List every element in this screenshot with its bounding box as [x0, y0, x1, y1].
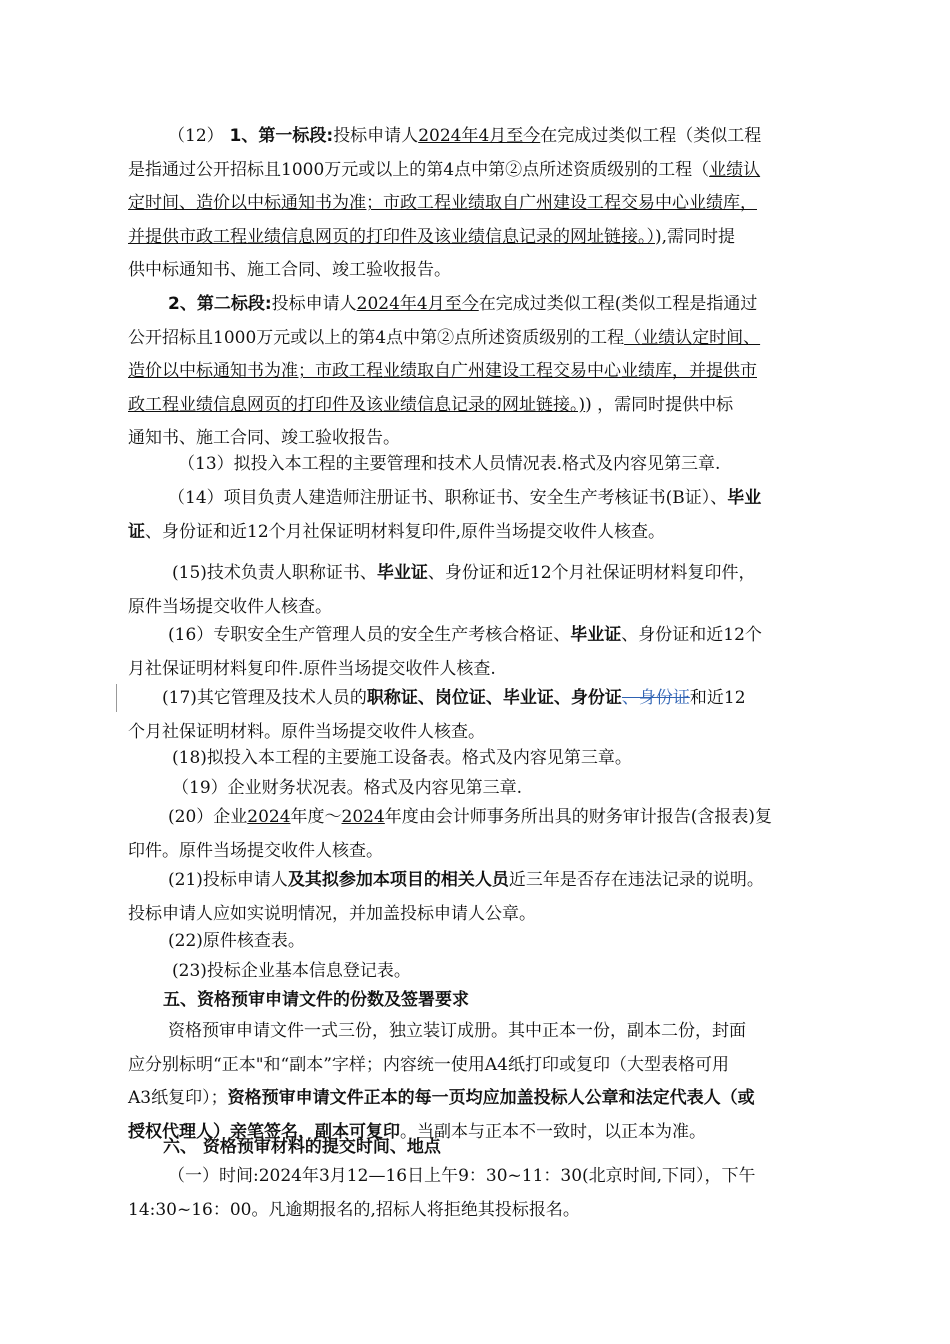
text-run: 、身份证和近12个月社保证明材料复印件，	[427, 563, 756, 583]
paragraph-23	[128, 955, 840, 989]
bold-text: 毕业证	[570, 625, 622, 645]
text-run: 年度由会计师事务所出具的财务审计报告(含报表)复	[384, 807, 773, 827]
text-run: (22)原件核查表。	[168, 931, 305, 951]
text-run: 投标申请人	[271, 294, 357, 314]
text-run: 印件。原件当场提交收件人核查。	[128, 840, 383, 861]
paragraph-16	[128, 619, 840, 686]
text-run: (23)投标企业基本信息登记表。	[172, 961, 411, 981]
item-number: （12）	[168, 126, 224, 146]
text-run: 公开招标且1000万元或以上的第4点中第②点所述资质级别的工程	[128, 327, 625, 348]
text-run: 个月社保证明材料。原件当场提交收件人核查。	[128, 721, 485, 742]
section-6-body	[128, 1160, 840, 1227]
bold-text: 毕业证	[376, 563, 428, 583]
paragraph-section-2	[128, 288, 840, 456]
paragraph-15	[128, 557, 840, 624]
paragraph-14	[128, 482, 840, 549]
text-run: 。当副本与正本不一致时，以正本为准。	[400, 1121, 706, 1142]
underlined-text: 定时间、造价以中标通知书为准；市政工程业绩取自广州建设工程交易中心业绩库，	[128, 193, 757, 214]
bold-text: 职称证、岗位证、毕业证、身份证	[366, 688, 622, 708]
text-run: A3纸复印）；	[128, 1088, 228, 1109]
text-run: 在完成过类似工程(类似工程是指通过	[478, 294, 758, 314]
text-run: (21)投标申请人	[168, 870, 288, 890]
text-run: （13）拟投入本工程的主要管理和技术人员情况表.格式及内容见第三章.	[178, 454, 721, 474]
paragraph-21	[128, 864, 840, 931]
text-run: （一）时间:2024年3月12—16日上午9：30~11：30(北京时间,下同），下午	[168, 1166, 756, 1186]
text-run: 是指通过公开招标且1000万元或以上的第4点中第②点所述资质级别的工程（	[128, 159, 710, 180]
text-run: (20）企业	[168, 807, 248, 827]
heading-section-6: 六、 资格预审材料的提交时间、地点	[163, 1137, 441, 1157]
section-label-2: 2、第二标段:	[168, 294, 272, 314]
underlined-text: 并提供市政工程业绩信息网页的打印件及该业绩信息记录的网址链接。）	[128, 226, 655, 247]
text-run: 供中标通知书、施工合同、竣工验收报告。	[128, 260, 451, 281]
text-run: (18)拟投入本工程的主要施工设备表。格式及内容见第三章。	[172, 748, 632, 768]
date-range: 2024年4月至今	[418, 126, 541, 146]
text-run: 投标申请人应如实说明情况，并加盖投标申请人公章。	[128, 903, 536, 924]
text-run: 投标申请人	[333, 126, 419, 146]
year-start: 2024	[247, 807, 291, 827]
text-run: 应分别标明“正本"和“副本”字样；内容统一使用A4纸打印或复印（大型表格可用	[128, 1054, 729, 1075]
paragraph-13	[128, 448, 840, 482]
text-run: (15)技术负责人职称证书、	[172, 563, 377, 583]
paragraph-12	[128, 120, 840, 288]
text-run: 月社保证明材料复印件.原件当场提交收件人核查.	[128, 658, 496, 679]
text-run: 、身份证和近12个月社保证明材料复印件,原件当场提交收件人核查。	[145, 521, 666, 542]
bold-text: 毕业	[727, 488, 762, 508]
bold-text: 证	[128, 521, 145, 542]
text-run: 原件当场提交收件人核查。	[128, 596, 332, 617]
underlined-text: 业绩认	[709, 159, 761, 180]
text-run: （19）企业财务状况表。格式及内容见第三章.	[172, 778, 523, 798]
text-run: 通知书、施工合同、竣工验收报告。	[128, 428, 400, 449]
date-range: 2024年4月至今	[356, 294, 479, 314]
underlined-text: 政工程业绩信息网页的打印件及该业绩信息记录的网址链接。)	[128, 394, 586, 415]
revision-bar	[116, 684, 117, 712]
underlined-text: 造价以中标通知书为准；市政工程业绩取自广州建设工程交易中心业绩库，并提供市	[128, 361, 757, 382]
underlined-text: （业绩认定时间、	[624, 327, 761, 348]
paragraph-17	[128, 682, 840, 749]
text-run: 资格预审申请文件一式三份，独立装订成册。其中正本一份，副本二份，封面	[168, 1021, 746, 1041]
heading-section-5: 五、资格预审申请文件的份数及签署要求	[163, 990, 469, 1010]
text-run: 和近12	[689, 688, 746, 708]
bold-text: 授权代理人）亲笔签名，副本可复印	[128, 1121, 400, 1142]
section-5-body	[128, 1015, 840, 1149]
paragraph-22	[128, 925, 840, 959]
text-run: 近三年是否存在违法记录的说明。	[508, 870, 764, 890]
text-run: （14）项目负责人建造师注册证书、职称证书、安全生产考核证书(B证）、	[168, 488, 728, 508]
paragraph-20	[128, 801, 840, 868]
text-run: 14:30~16：00。凡逾期报名的,招标人将拒绝其投标报名。	[128, 1199, 580, 1220]
deleted-text: 、身份证	[621, 688, 690, 708]
bold-text: 及其拟参加本项目的相关人员	[287, 870, 509, 890]
text-run: 年度～	[290, 807, 342, 827]
section-label-1: 1、第一标段:	[223, 126, 334, 146]
paragraph-18	[128, 742, 840, 776]
text-run: ) ，需同时提供中标	[585, 394, 734, 415]
bold-text: 资格预审申请文件正本的每一页均应加盖投标人公章和法定代表人（或	[227, 1088, 755, 1109]
text-run: 在完成过类似工程（类似工程	[540, 126, 762, 146]
text-run: ),需同时提	[655, 226, 736, 247]
text-run: (17)其它管理及技术人员的	[162, 688, 367, 708]
text-run: (16）专职安全生产管理人员的安全生产考核合格证、	[168, 625, 571, 645]
year-end: 2024	[341, 807, 385, 827]
text-run: 、身份证和近12个	[621, 625, 762, 645]
